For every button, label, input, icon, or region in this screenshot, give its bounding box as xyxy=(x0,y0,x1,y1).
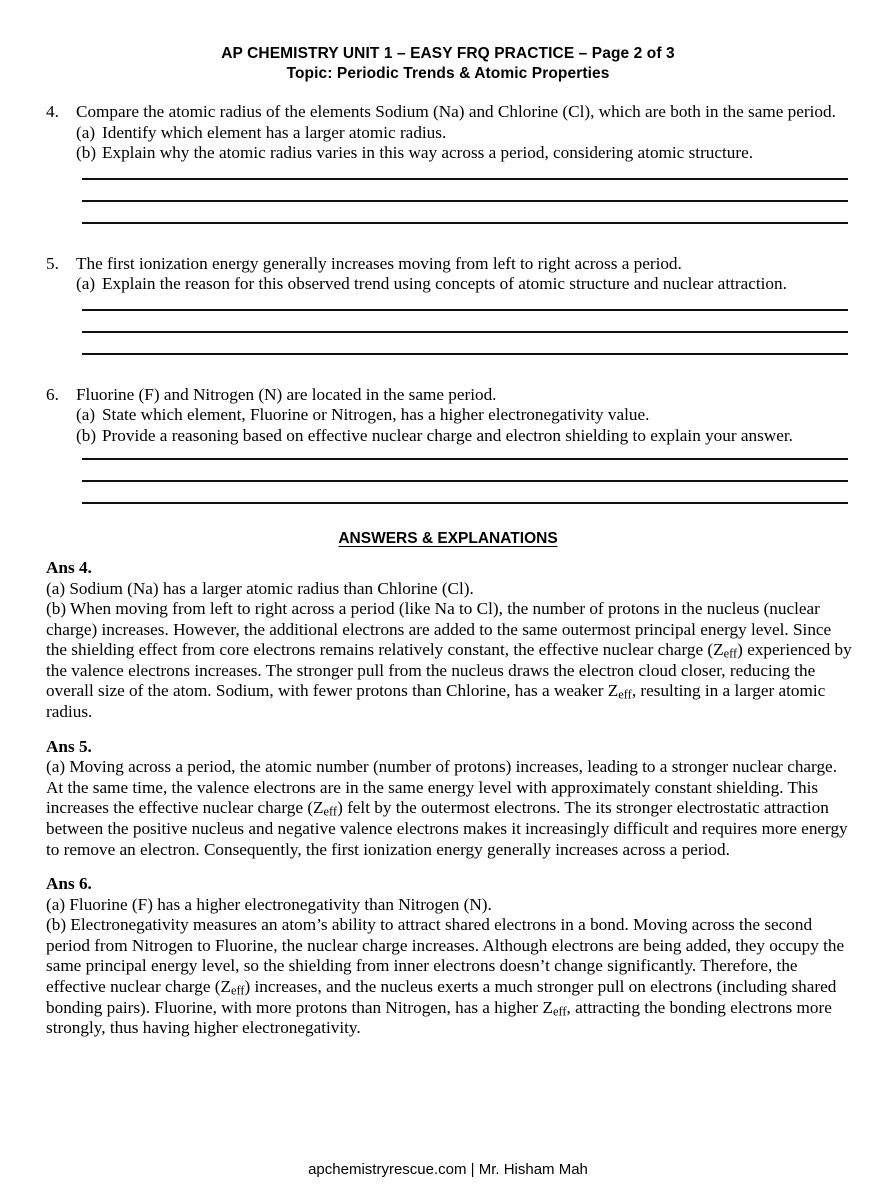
answer-rule[interactable] xyxy=(82,331,848,333)
question-5-part-a-text: Explain the reason for this observed trend using concepts of atomic structure and nuclear attraction. xyxy=(102,274,787,293)
question-6-part-b xyxy=(76,426,848,447)
answer-rule[interactable] xyxy=(82,222,848,224)
answer-6-part-b xyxy=(46,915,852,1039)
question-4 xyxy=(46,102,848,224)
zeff-subscript: eff xyxy=(618,688,632,703)
answer-rule[interactable] xyxy=(82,502,848,504)
question-4-part-a-label: (a) xyxy=(76,122,96,142)
question-6-part-b-label: (b) xyxy=(76,425,97,445)
question-6-part-a-text: State which element, Fluorine or Nitrogen, has a higher electronegativity value. xyxy=(102,405,650,424)
answers-section xyxy=(0,558,896,1039)
question-4-part-b-text: Explain why the atomic radius varies in this way across a period, considering atomic structure. xyxy=(102,143,754,162)
question-6-answer-lines[interactable] xyxy=(82,458,848,504)
answer-group-5 xyxy=(46,737,852,860)
question-6-part-a-label: (a) xyxy=(76,405,96,424)
answer-5-part-a-seg1: (a) Moving across a period, the atomic number (number of protons) increases, leading to a stronger nuclear charge. At the same time, the valence electrons are in the same energy level with approximately constant shielding. This increases the effective nuclear charge (Z xyxy=(46,757,837,818)
answer-6-part-b-seg3: , attracting the bonding electrons more strongly, thus having higher electronegativity. xyxy=(46,997,832,1038)
answer-rule[interactable] xyxy=(82,309,848,311)
question-4-part-b-label: (b) xyxy=(76,143,97,162)
page-footer: apchemistryrescue.com | Mr. Hisham Mah xyxy=(308,1161,588,1178)
answer-4-title: Ans 4. xyxy=(46,558,92,577)
question-4-number: 4. xyxy=(46,102,59,121)
question-5-number: 5. xyxy=(46,253,59,273)
questions-section xyxy=(0,102,896,504)
question-6 xyxy=(46,385,848,505)
question-4-part-a xyxy=(76,123,848,144)
zeff-subscript: eff xyxy=(323,805,338,820)
question-4-part-b xyxy=(76,143,848,164)
answer-4-part-b-seg2: ) experienced by the valence electrons increases. The stronger pull from the nucleus draws the electron cloud closer, reducing the overall size of the atom. Sodium, with fewer protons than Chlorine, has a weaker Z xyxy=(46,640,852,701)
answer-rule[interactable] xyxy=(82,458,848,460)
answer-rule[interactable] xyxy=(82,353,848,355)
question-6-stem: Fluorine (F) and Nitrogen (N) are located in the same period. xyxy=(76,384,497,404)
zeff-subscript: eff xyxy=(230,983,245,998)
zeff-subscript: eff xyxy=(552,1004,567,1019)
question-4-answer-lines[interactable] xyxy=(82,178,848,224)
answer-5-title: Ans 5. xyxy=(46,736,92,756)
answer-4-part-a: (a) Sodium (Na) has a larger atomic radius than Chlorine (Cl). xyxy=(46,578,474,598)
question-4-stem: Compare the atomic radius of the elements Sodium (Na) and Chlorine (Cl), which are both in the same period. xyxy=(76,102,836,121)
answer-4-part-b-seg3: , resulting in a larger atomic radius. xyxy=(46,681,826,722)
question-6-number: 6. xyxy=(46,384,59,404)
question-5 xyxy=(46,254,848,355)
answer-rule[interactable] xyxy=(82,480,848,482)
header-title-line2: Topic: Periodic Trends & Atomic Properties xyxy=(286,65,610,82)
answers-section-heading: ANSWERS & EXPLANATIONS xyxy=(338,530,558,547)
header-title-line1: AP CHEMISTRY UNIT 1 – EASY FRQ PRACTICE – Page 2 of 3 xyxy=(221,45,675,62)
page-header xyxy=(0,0,896,84)
question-5-part-a xyxy=(76,274,848,295)
answer-rule[interactable] xyxy=(82,178,848,180)
answer-4-part-b xyxy=(46,599,852,723)
question-5-part-a-label: (a) xyxy=(76,274,96,293)
question-6-part-b-text: Provide a reasoning based on effective nuclear charge and electron shielding to explain your answer. xyxy=(102,425,793,445)
answer-5-part-a-seg2: ) felt by the outermost electrons. The its stronger electrostatic attraction between the positive nucleus and negative valence electrons makes it increasingly difficult and requires more energy to remove an electron. Consequently, the first ionization energy generally increases across a period. xyxy=(46,798,848,859)
answer-6-part-b-seg1: (b) Electronegativity measures an atom’s ability to attract shared electrons in a bond. Moving across the second period from Nitrogen to Fluorine, the nuclear charge increases. Although electrons are being added, they occupy the same principal energy level, so the shielding from inner electrons doesn’t change significantly. Therefore, the effective nuclear charge (Z xyxy=(46,915,845,996)
answer-6-title: Ans 6. xyxy=(46,874,92,894)
answer-group-6 xyxy=(46,874,852,1039)
zeff-subscript: eff xyxy=(723,647,738,661)
question-6-part-a xyxy=(76,405,848,426)
answer-group-4 xyxy=(46,558,852,723)
answer-rule[interactable] xyxy=(82,200,848,202)
answer-6-part-a: (a) Fluorine (F) has a higher electronegativity than Nitrogen (N). xyxy=(46,894,492,914)
answer-6-part-b-seg2: ) increases, and the nucleus exerts a much stronger pull on electrons (including shared bonding pairs). Fluorine, with more protons than Nitrogen, has a higher Z xyxy=(46,977,837,1017)
answer-5-part-a xyxy=(46,757,852,860)
question-5-answer-lines[interactable] xyxy=(82,309,848,355)
question-4-part-a-text: Identify which element has a larger atomic radius. xyxy=(102,122,447,142)
question-5-stem: The first ionization energy generally increases moving from left to right across a period. xyxy=(76,253,682,273)
answer-4-part-b-seg1: (b) When moving from left to right across a period (like Na to Cl), the number of protons in the nucleus (nuclear charge) increases. However, the additional electrons are added to the same outermost principal energy level. Since the shielding effect from core electrons remains relatively constant, the effective nuclear charge (Z xyxy=(46,599,832,660)
